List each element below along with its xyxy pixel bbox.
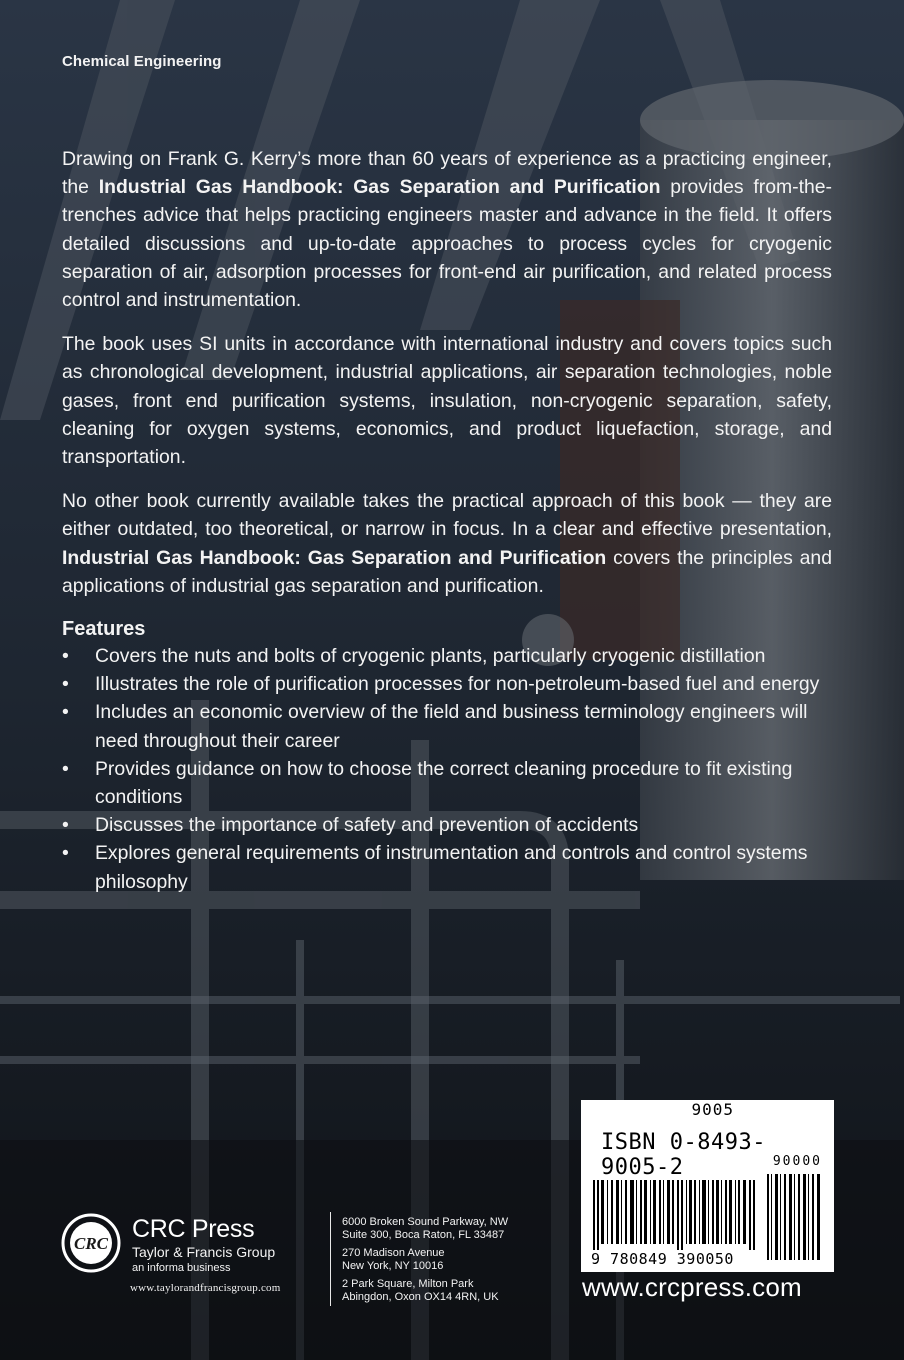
address-line: Suite 300, Boca Raton, FL 33487 <box>342 1228 505 1241</box>
feature-item <box>62 670 832 698</box>
feature-item <box>62 642 832 670</box>
barcode-bars <box>581 1100 834 1272</box>
bullet-icon: • <box>62 842 69 865</box>
features-list <box>62 642 832 896</box>
description <box>62 145 832 896</box>
feature-text: Covers the nuts and bolts of cryogenic plants, particularly cryogenic distillation <box>95 645 766 668</box>
crc-logo-text: CRC <box>73 1234 109 1253</box>
isbn-number: ISBN 0-8493-9005-2 <box>601 1130 766 1180</box>
barcode-price: 90000 <box>772 1154 822 1169</box>
publisher-website[interactable]: www.crcpress.com <box>582 1272 802 1302</box>
crc-logo-icon <box>60 1212 122 1274</box>
isbn-barcode <box>581 1100 834 1272</box>
paragraph-1-rest: provides from-the-trenches advice that helps practicing engineers master and advance in the field. It offers detailed discussions and up-to-date approaches to process cycles for cryogenic separation of air, adsorption processes for front-end air purification, and related process control and instrumentation. <box>62 176 832 312</box>
feature-text: Includes an economic overview of the field and business terminology engineers will need throughout their career <box>95 701 808 752</box>
address-line: 270 Madison Avenue <box>342 1247 445 1260</box>
feature-text: Illustrates the role of purification processes for non-petroleum-based fuel and energy <box>95 673 820 696</box>
publisher-group: Taylor & Francis Group <box>132 1244 276 1260</box>
publisher-brand <box>132 1214 275 1275</box>
address-line: Abingdon, Oxon OX14 4RN, UK <box>342 1290 499 1303</box>
address-line: 6000 Broken Sound Parkway, NW <box>342 1216 509 1228</box>
bullet-icon: • <box>62 701 69 724</box>
feature-item <box>62 811 832 839</box>
book-title: Industrial Gas Handbook: Gas Separation and Purification <box>62 546 607 569</box>
barcode-code: 9005 <box>691 1100 734 1119</box>
feature-text: Explores general requirements of instrumentation and controls and control systems philosophy <box>95 842 808 893</box>
bullet-icon: • <box>62 645 69 668</box>
paragraph-2-text: The book uses SI units in accordance with international industry and covers topics such as chronological development, industrial applications, air separation technologies, noble gases, front end purification systems, insulation, non-cryogenic separation, safety, cleaning for oxygen systems, economics, and product liquefaction, storage, and transportation. <box>62 333 832 469</box>
paragraph-3-rest: covers the principles and applications of industrial gas separation and purification. <box>62 546 832 597</box>
divider <box>330 1212 331 1306</box>
address-line: 2 Park Square, Milton Park <box>342 1278 474 1291</box>
category-label: Chemical Engineering <box>62 53 222 70</box>
paragraph-3 <box>62 487 832 600</box>
feature-text: Provides guidance on how to choose the correct cleaning procedure to fit existing conditions <box>95 757 793 809</box>
publisher-subtitle: an informa business <box>132 1262 231 1274</box>
paragraph-2 <box>62 330 832 471</box>
feature-item <box>62 755 832 811</box>
paragraph-1 <box>62 145 832 314</box>
feature-item <box>62 839 832 895</box>
paragraph-3-intro: No other book currently available takes the practical approach of this book — they are either outdated, too theoretical, or narrow in focus. In a clear and effective presentation, <box>62 490 832 541</box>
barcode-digits: 9 780849 390050 <box>591 1250 734 1268</box>
book-title: Industrial Gas Handbook: Gas Separation and Purification <box>98 176 661 199</box>
address-line: New York, NY 10016 <box>342 1259 444 1272</box>
paragraph-1-intro: Drawing on Frank G. Kerry’s more than 60 years of experience as a practicing engineer, the <box>62 148 832 199</box>
bullet-icon: • <box>62 814 69 837</box>
bullet-icon: • <box>62 757 69 780</box>
publisher-name: CRC Press <box>132 1215 255 1243</box>
feature-item <box>62 698 832 754</box>
feature-text: Discusses the importance of safety and prevention of accidents <box>95 814 639 837</box>
bullet-icon: • <box>62 673 69 696</box>
publisher-addresses <box>342 1216 508 1304</box>
publisher-group-url[interactable]: www.taylorandfrancisgroup.com <box>130 1282 281 1294</box>
features-heading: Features <box>62 618 146 641</box>
